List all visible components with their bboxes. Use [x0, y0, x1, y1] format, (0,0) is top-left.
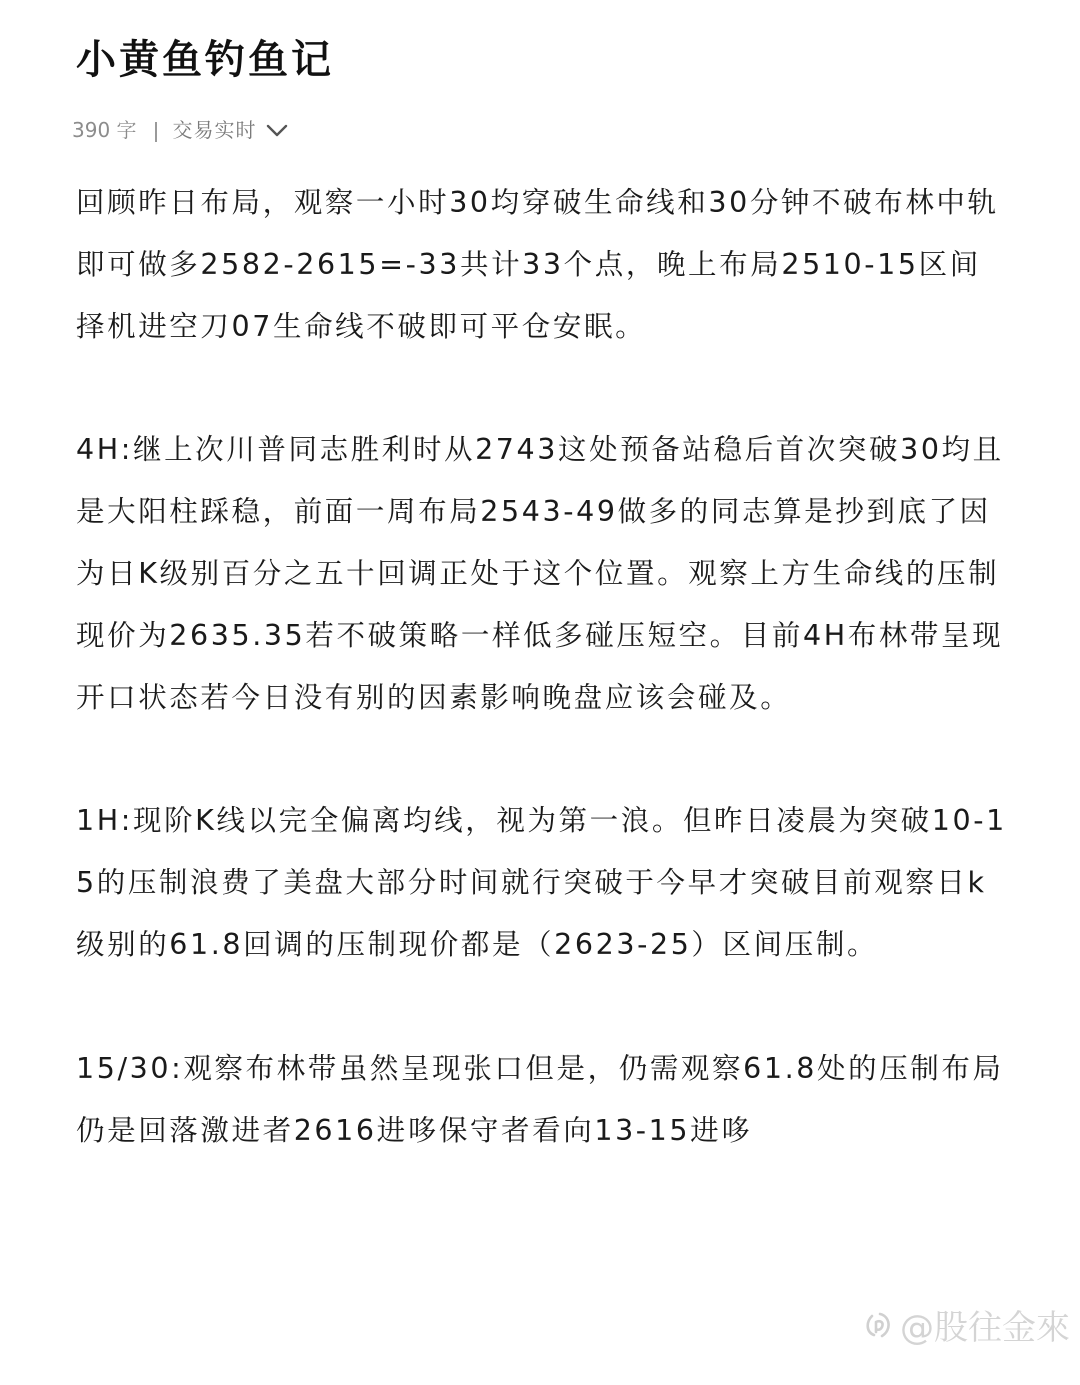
category-label[interactable]: 交易实时 — [172, 117, 257, 142]
article-meta — [72, 108, 289, 148]
meta-divider — [155, 122, 157, 142]
platform-logo-icon — [862, 1308, 896, 1342]
paragraph-1h: 1H:现阶K线以完全偏离均线，视为第一浪。但昨日凌晨为突破10-15的压制浪费了美盘大部分时间就行突破于今早才突破目前观察日k级别的61.8回调的压制现价都是（2623-25）区间压制。 — [76, 804, 1007, 961]
paragraph-4h: 4H:继上次川普同志胜利时从2743这处预备站稳后首次突破30均且是大阳柱踩稳，前面一周布局2543-49做多的同志算是抄到底了因为日K级别百分之五十回调正处于这个位置。观察上方生命线的压制现价为2635.35若不破策略一样低多碰压短空。目前4H布林带呈现开口状态若今日没有别的因素影响晚盘应该会碰及。 — [76, 433, 1004, 714]
article-title: 小黄鱼钓鱼记 — [76, 37, 334, 83]
chevron-down-icon[interactable] — [265, 118, 289, 142]
word-count: 390 字 — [72, 117, 137, 142]
article-body — [76, 172, 1011, 1223]
paragraph-15-30: 15/30:观察布林带虽然呈现张口但是，仍需观察61.8处的压制布局仍是回落激进者2616进哆保守者看向13-15进哆 — [76, 1051, 1004, 1147]
watermark-text: @股往金來 — [900, 1308, 1070, 1348]
paragraph-review: 回顾昨日布局，观察一小时30均穿破生命线和30分钟不破布林中轨即可做多2582-2615=-33共计33个点，晚上布局2510-15区间择机进空刀07生命线不破即可平仓安眠。 — [76, 186, 999, 343]
watermark — [862, 1300, 1070, 1349]
